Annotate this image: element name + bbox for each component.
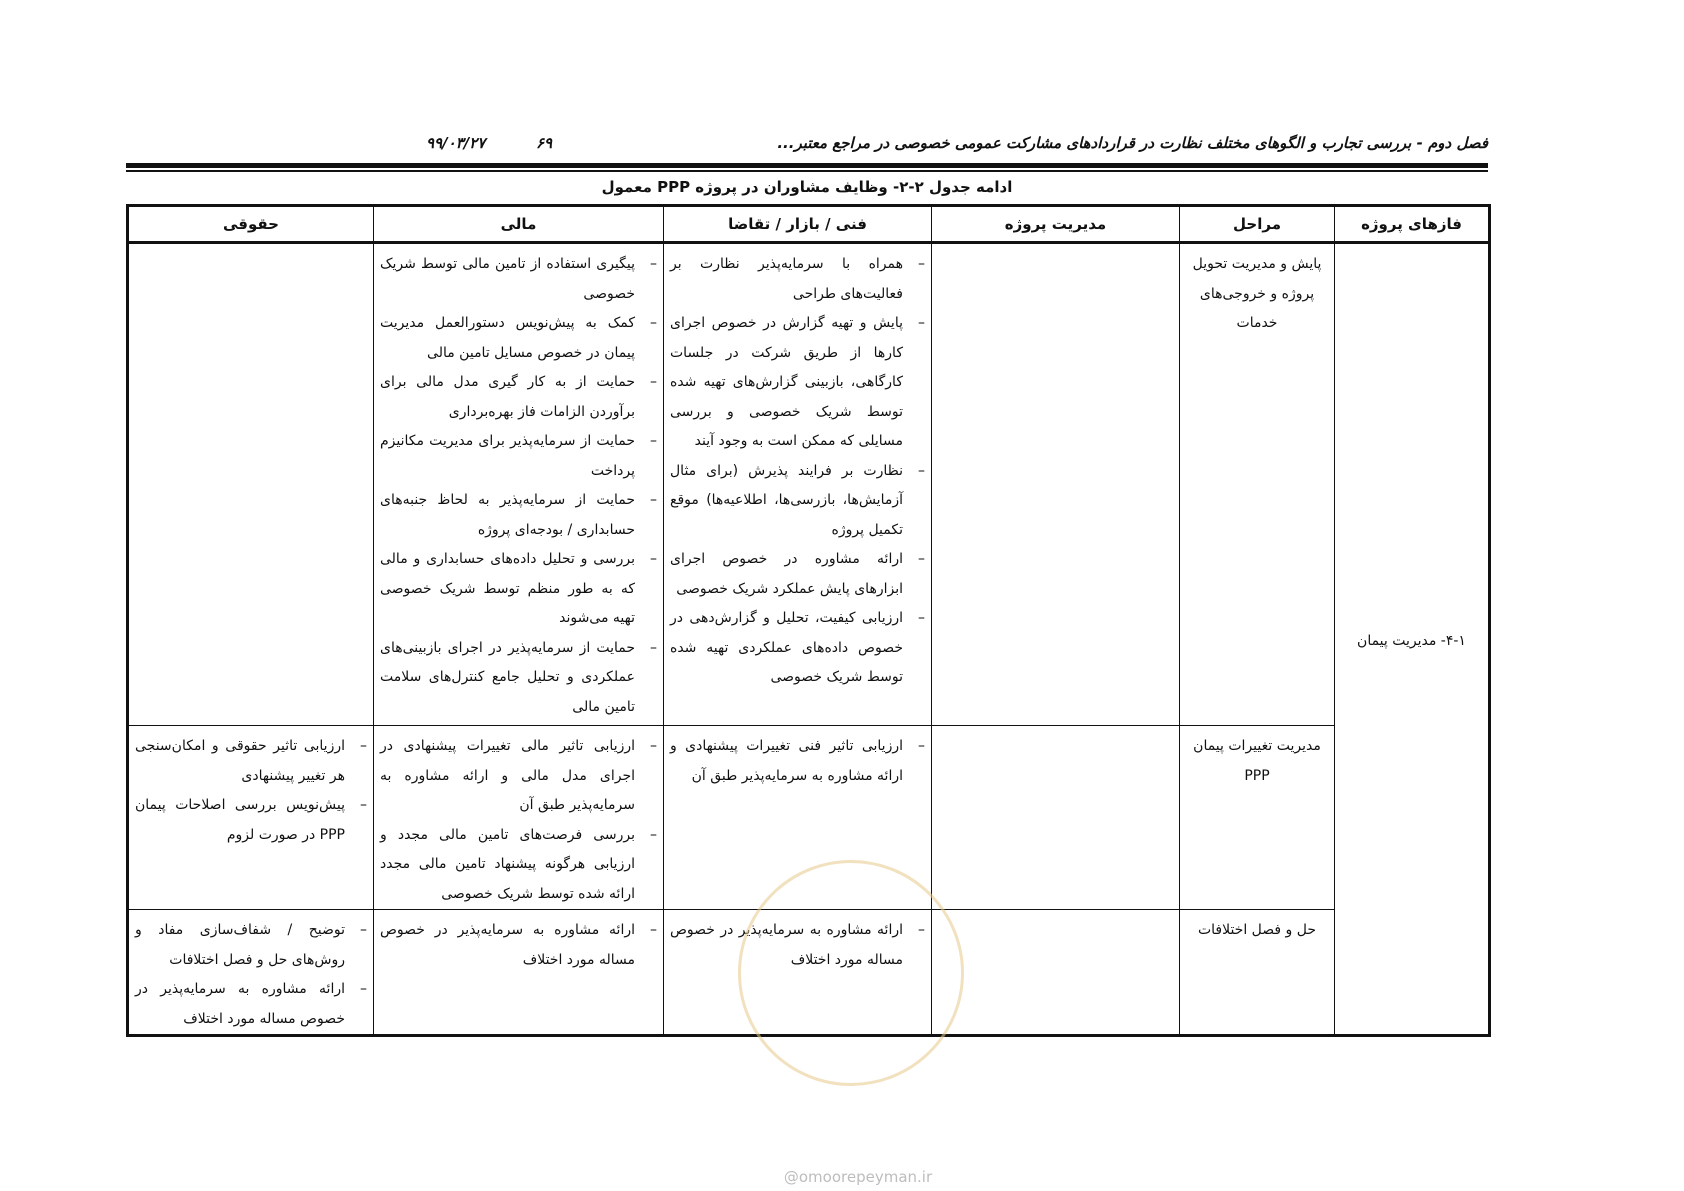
list-item: – پایش و تهیه گزارش در خصوص اجرای کارها از طریق شرکت در جلسات کارگاهی، بازبینی گزارش‌های تهیه شده توسط شریک خصوصی و بررسی مسایلی که ممکن است به وجود آیند [670,309,925,457]
stage-cell: مدیریت تغییرات پیمان PPP [1180,726,1335,910]
legal-cell [128,243,374,726]
table-row [128,243,1490,726]
list-item: – ارزیابی کیفیت، تحلیل و گزارش‌دهی در خصوص داده‌های عملکردی تهیه شده توسط شریک خصوصی [670,604,925,693]
technical-cell [664,910,932,1036]
list-item: – ارائه مشاوره به سرمایه‌پذیر در خصوص مساله مورد اختلاف [670,916,925,975]
list-item: – حمایت از سرمایه‌پذیر برای مدیریت مکانیزم پرداخت [380,427,657,486]
list-item: – همراه با سرمایه‌پذیر نظارت بر فعالیت‌های طراحی [670,250,925,309]
list-item: – حمایت از سرمایه‌پذیر در اجرای بازبینی‌های عملکردی و تحلیل جامع کنترل‌های سلامت تامین مالی [380,634,657,723]
list-item: – ارزیابی تاثیر مالی تغییرات پیشنهادی در اجرای مدل مالی و ارائه مشاوره به سرمایه‌پذیر طبق آن [380,732,657,821]
table-row [128,726,1490,910]
project-management-cell [932,726,1180,910]
list-item: – حمایت از سرمایه‌پذیر به لحاظ جنبه‌های حسابداری / بودجه‌ای پروژه [380,486,657,545]
stage-cell: پایش و مدیریت تحویل پروژه و خروجی‌های خدمات [1180,243,1335,726]
phase-cell: ۴-۱- مدیریت پیمان [1335,243,1490,1036]
list-item: – ارائه مشاوره به سرمایه‌پذیر در خصوص مساله مورد اختلاف [135,975,367,1034]
list-item: – ارائه مشاوره در خصوص اجرای ابزارهای پایش عملکرد شریک خصوصی [670,545,925,604]
list-item: – نظارت بر فرایند پذیرش (برای مثال آزمایش‌ها، بازرسی‌ها، اطلاعیه‌ها) موقع تکمیل پروژه [670,457,925,546]
list-item: – ارائه مشاوره به سرمایه‌پذیر در خصوص مساله مورد اختلاف [380,916,657,975]
consultant-duties-table [126,204,1491,1037]
technical-cell [664,243,932,726]
col-header-financial: مالی [374,206,664,243]
list-item: – کمک به پیش‌نویس دستورالعمل مدیریت پیمان در خصوص مسایل تامین مالی [380,309,657,368]
list-item: – توضیح / شفاف‌سازی مفاد و روش‌های حل و فصل اختلافات [135,916,367,975]
page-number: ۶۹ [536,134,553,152]
project-management-cell [932,243,1180,726]
chapter-title: فصل دوم - بررسی تجارب و الگوهای مختلف نظارت در قراردادهای مشارکت عمومی خصوصی در مراجع معتبر... [777,134,1488,152]
watermark-site: @omoorepeyman.ir [783,1168,933,1186]
financial-cell [374,910,664,1036]
list-item: – پیش‌نویس بررسی اصلاحات پیمان PPP در صورت لزوم [135,791,367,850]
col-header-stage: مراحل [1180,206,1335,243]
technical-cell [664,726,932,910]
financial-cell [374,243,664,726]
project-management-cell [932,910,1180,1036]
list-item: – بررسی فرصت‌های تامین مالی مجدد و ارزیابی هرگونه پیشنهاد تامین مالی مجدد ارائه شده توسط شریک خصوصی [380,821,657,910]
col-header-legal: حقوقی [128,206,374,243]
list-item: – حمایت از به کار گیری مدل مالی برای برآوردن الزامات فاز بهره‌برداری [380,368,657,427]
table-header-row [128,206,1490,243]
stage-cell: حل و فصل اختلافات [1180,910,1335,1036]
legal-cell [128,910,374,1036]
header-date: ۹۹/۰۳/۲۷ [426,134,486,152]
financial-cell [374,726,664,910]
col-header-phase: فازهای پروژه [1335,206,1490,243]
col-header-technical: فنی / بازار / تقاضا [664,206,932,243]
header-rule-thin [126,170,1488,172]
table-caption: ادامه جدول ۲-۲- وظایف مشاوران در پروژه PPP معمول [601,178,1013,196]
table-row [128,910,1490,1036]
list-item: – ارزیابی تاثیر حقوقی و امکان‌سنجی هر تغییر پیشنهادی [135,732,367,791]
header-rule-thick [126,163,1488,168]
page-header [126,132,1488,156]
list-item: – ارزیابی تاثیر فنی تغییرات پیشنهادی و ارائه مشاوره به سرمایه‌پذیر طبق آن [670,732,925,791]
col-header-project-management: مدیریت پروژه [932,206,1180,243]
list-item: – پیگیری استفاده از تامین مالی توسط شریک خصوصی [380,250,657,309]
list-item: – بررسی و تحلیل داده‌های حسابداری و مالی که به طور منظم توسط شریک خصوصی تهیه می‌شوند [380,545,657,634]
legal-cell [128,726,374,910]
